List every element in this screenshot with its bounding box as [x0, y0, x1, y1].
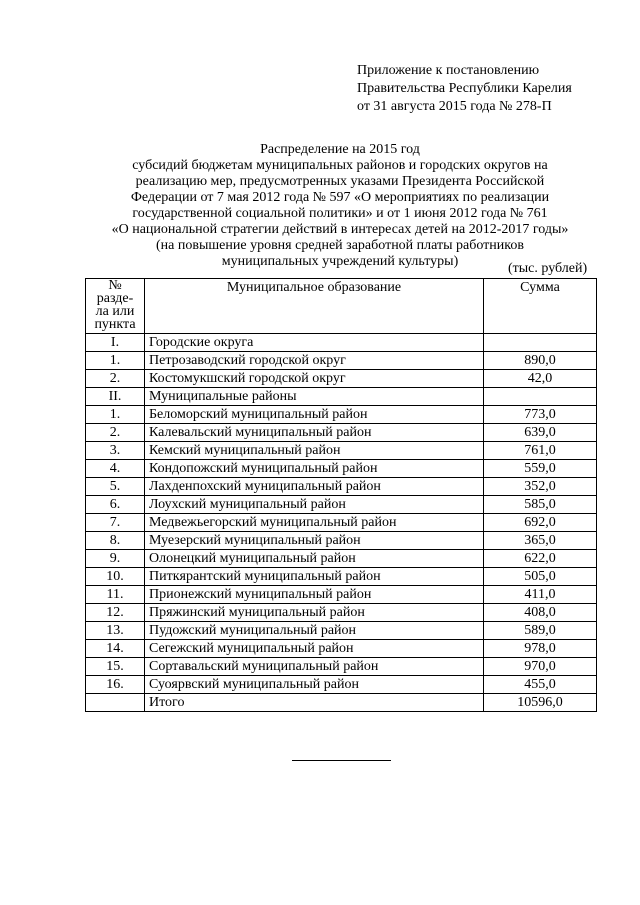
municipality-cell: Петрозаводский городской округ	[145, 352, 484, 370]
title-line: субсидий бюджетам муниципальных районов и городских округов на	[132, 158, 548, 173]
column-header-municipality: Муниципальное образование	[145, 279, 484, 334]
row-number-cell	[86, 694, 145, 712]
appendix-line: Правительства Республики Карелия	[357, 81, 572, 96]
table-row	[86, 424, 597, 442]
sum-cell: 411,0	[484, 586, 597, 604]
sum-cell: 10596,0	[484, 694, 597, 712]
table-row	[86, 604, 597, 622]
municipality-cell: Кемский муниципальный район	[145, 442, 484, 460]
title-line: реализацию мер, предусмотренных указами Президента Российской	[135, 174, 545, 189]
title-line: муниципальных учреждений культуры)	[221, 254, 459, 269]
municipality-cell: Муезерский муниципальный район	[145, 532, 484, 550]
sum-cell: 352,0	[484, 478, 597, 496]
sum-cell	[484, 334, 597, 352]
municipality-cell: Кондопожский муниципальный район	[145, 460, 484, 478]
table-row	[86, 442, 597, 460]
row-number-cell: 14.	[86, 640, 145, 658]
sum-cell: 589,0	[484, 622, 597, 640]
municipality-cell: Суоярвский муниципальный район	[145, 676, 484, 694]
municipality-cell: Питкярантский муниципальный район	[145, 568, 484, 586]
table-row	[86, 514, 597, 532]
municipality-cell: Лахденпохский муниципальный район	[145, 478, 484, 496]
table-row	[86, 586, 597, 604]
municipality-cell: Прионежский муниципальный район	[145, 586, 484, 604]
row-number-cell: 15.	[86, 658, 145, 676]
sum-cell: 505,0	[484, 568, 597, 586]
title-line: Федерации от 7 мая 2012 года № 597 «О мероприятиях по реализации	[130, 190, 550, 205]
row-number-cell: II.	[86, 388, 145, 406]
document-title	[80, 142, 600, 270]
row-number-cell: 2.	[86, 370, 145, 388]
appendix-line: от 31 августа 2015 года № 278-П	[357, 99, 552, 114]
municipality-cell: Муниципальные районы	[145, 388, 484, 406]
column-header-sum: Сумма	[484, 279, 597, 334]
table-row	[86, 478, 597, 496]
row-number-cell: 11.	[86, 586, 145, 604]
sum-cell: 761,0	[484, 442, 597, 460]
sum-cell: 585,0	[484, 496, 597, 514]
sum-cell: 773,0	[484, 406, 597, 424]
row-number-cell: 12.	[86, 604, 145, 622]
table-header-row	[86, 279, 597, 334]
table-row	[86, 334, 597, 352]
sum-cell	[484, 388, 597, 406]
title-line: государственной социальной политики» и от 1 июня 2012 года № 761	[132, 206, 548, 221]
row-number-cell: 8.	[86, 532, 145, 550]
table-row	[86, 640, 597, 658]
sum-cell: 365,0	[484, 532, 597, 550]
sum-cell: 978,0	[484, 640, 597, 658]
municipality-cell: Пряжинский муниципальный район	[145, 604, 484, 622]
row-number-cell: 1.	[86, 352, 145, 370]
municipality-cell: Калевальский муниципальный район	[145, 424, 484, 442]
table-row	[86, 676, 597, 694]
title-line: (на повышение уровня средней заработной платы работников	[156, 238, 524, 253]
header-line: пункта	[94, 317, 136, 332]
table-row	[86, 658, 597, 676]
title-line: Распределение на 2015 год	[260, 142, 420, 157]
table-row	[86, 352, 597, 370]
footer-divider	[292, 760, 391, 761]
header-line: №	[108, 278, 122, 293]
row-number-cell: 13.	[86, 622, 145, 640]
table-row	[86, 406, 597, 424]
subsidy-table	[85, 278, 597, 712]
table-row	[86, 388, 597, 406]
units-label: (тыс. рублей)	[508, 261, 588, 276]
municipality-cell: Беломорский муниципальный район	[145, 406, 484, 424]
municipality-cell: Городские округа	[145, 334, 484, 352]
sum-cell: 455,0	[484, 676, 597, 694]
appendix-header	[357, 62, 572, 116]
sum-cell: 559,0	[484, 460, 597, 478]
table-row	[86, 370, 597, 388]
table-row	[86, 550, 597, 568]
sum-cell: 639,0	[484, 424, 597, 442]
appendix-line: Приложение к постановлению	[357, 63, 540, 78]
table-row	[86, 568, 597, 586]
table-row	[86, 532, 597, 550]
header-line: ла или	[95, 304, 135, 319]
table-row	[86, 694, 597, 712]
municipality-cell: Медвежьегорский муниципальный район	[145, 514, 484, 532]
row-number-cell: 3.	[86, 442, 145, 460]
row-number-cell: 9.	[86, 550, 145, 568]
table-row	[86, 460, 597, 478]
header-line: разде-	[96, 291, 134, 306]
municipality-cell: Олонецкий муниципальный район	[145, 550, 484, 568]
sum-cell: 622,0	[484, 550, 597, 568]
row-number-cell: 1.	[86, 406, 145, 424]
municipality-cell: Костомукшский городской округ	[145, 370, 484, 388]
column-header-number	[86, 279, 145, 334]
municipality-cell: Сортавальский муниципальный район	[145, 658, 484, 676]
table-row	[86, 496, 597, 514]
row-number-cell: I.	[86, 334, 145, 352]
municipality-cell: Лоухский муниципальный район	[145, 496, 484, 514]
sum-cell: 408,0	[484, 604, 597, 622]
sum-cell: 970,0	[484, 658, 597, 676]
row-number-cell: 16.	[86, 676, 145, 694]
table-row	[86, 622, 597, 640]
row-number-cell: 10.	[86, 568, 145, 586]
row-number-cell: 7.	[86, 514, 145, 532]
municipality-cell: Итого	[145, 694, 484, 712]
sum-cell: 890,0	[484, 352, 597, 370]
row-number-cell: 4.	[86, 460, 145, 478]
municipality-cell: Пудожский муниципальный район	[145, 622, 484, 640]
row-number-cell: 6.	[86, 496, 145, 514]
title-line: «О национальной стратегии действий в интересах детей на 2012-2017 годы»	[111, 222, 569, 237]
municipality-cell: Сегежский муниципальный район	[145, 640, 484, 658]
row-number-cell: 2.	[86, 424, 145, 442]
sum-cell: 692,0	[484, 514, 597, 532]
sum-cell: 42,0	[484, 370, 597, 388]
row-number-cell: 5.	[86, 478, 145, 496]
